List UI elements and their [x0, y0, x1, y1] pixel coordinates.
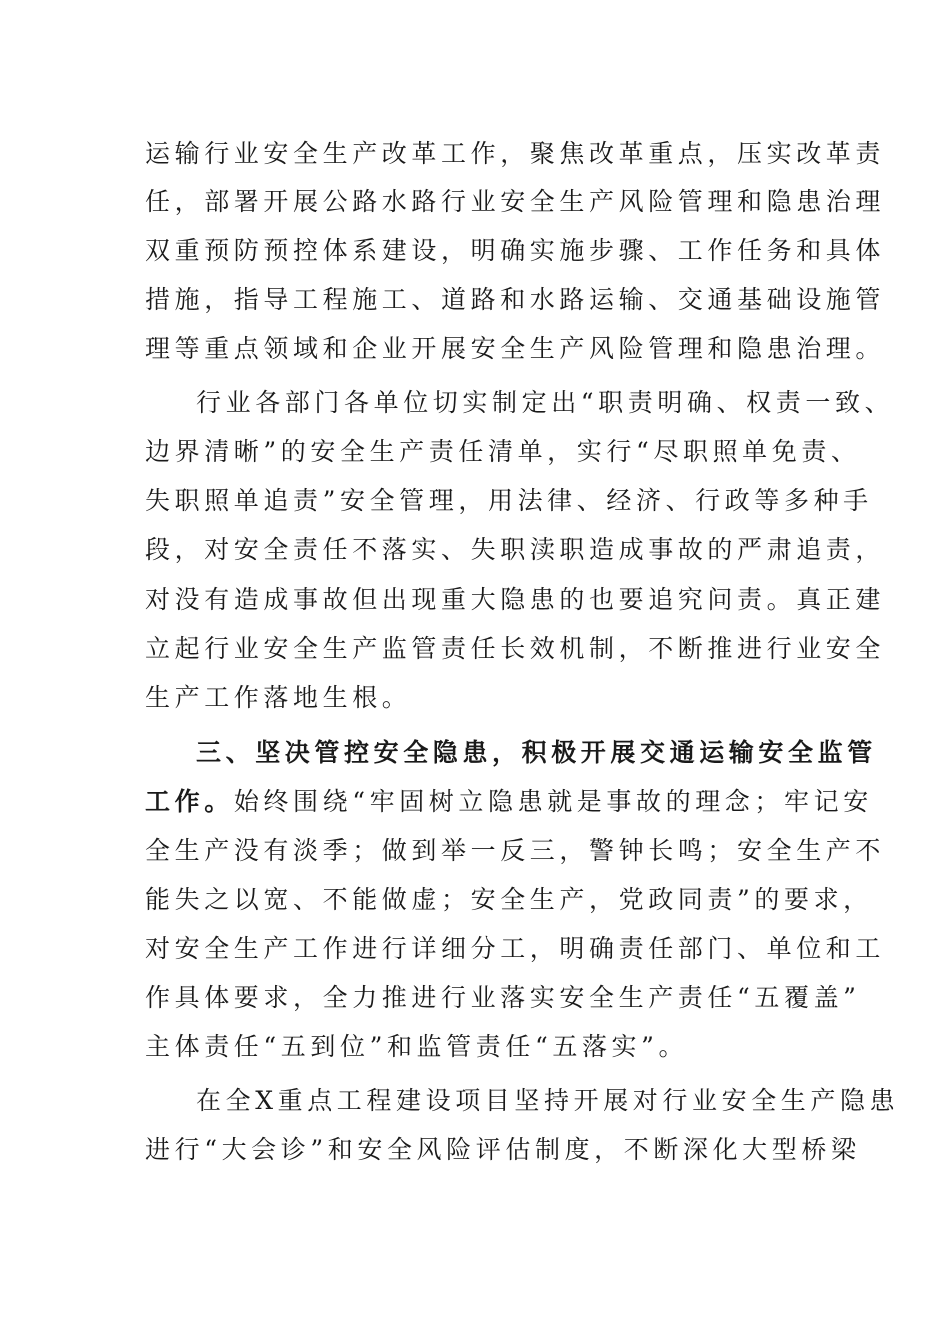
section-heading: 三、坚决管控安全隐患，积极开展交通运输安全监管 — [196, 738, 877, 767]
text-run: 始终围绕“牢固树立隐患就是事故的理念；牢记安 — [233, 787, 873, 816]
section-heading-end: 工作。 — [145, 787, 234, 816]
text-line: 主体责任“五到位”和监管责任“五落实”。 — [145, 1032, 689, 1061]
text-line: 边界清晰”的安全生产责任清单，实行“尽职照单免责、 — [145, 437, 861, 466]
text-line: 行业各部门各单位切实制定出“职责明确、权责一致、 — [196, 388, 895, 417]
text-line: 措施，指导工程施工、道路和水路运输、交通基础设施管 — [145, 285, 886, 314]
text-line: 段，对安全责任不落实、失职渎职造成事故的严肃追责， — [145, 535, 886, 564]
text-line: 运输行业安全生产改革工作，聚焦改革重点，压实改革责 — [145, 139, 886, 168]
text-line: 对安全生产工作进行详细分工，明确责任部门、单位和工 — [145, 934, 886, 963]
text-line: 失职照单追责”安全管理，用法律、经济、行政等多种手 — [145, 486, 873, 515]
text-line — [145, 785, 873, 819]
text-line: 能失之以宽、不能做虚；安全生产，党政同责”的要求， — [145, 885, 873, 914]
text-line: 任，部署开展公路水路行业安全生产风险管理和隐患治理 — [145, 187, 886, 216]
text-line: 立起行业安全生产监管责任长效机制，不断推进行业安全 — [145, 634, 886, 663]
text-line: 全生产没有淡季；做到举一反三，警钟长鸣；安全生产不 — [145, 836, 886, 865]
text-line: 生产工作落地生根。 — [145, 683, 412, 712]
text-line: 在全X重点工程建设项目坚持开展对行业安全生产隐患 — [196, 1086, 900, 1115]
text-line: 作具体要求，全力推进行业落实安全生产责任“五覆盖” — [145, 983, 861, 1012]
text-line: 理等重点领域和企业开展安全生产风险管理和隐患治理。 — [145, 334, 886, 363]
text-line: 对没有造成事故但出现重大隐患的也要追究问责。真正建 — [145, 585, 886, 614]
text-line: 双重预防预控体系建设，明确实施步骤、工作任务和具体 — [145, 236, 886, 265]
text-line: 进行“大会诊”和安全风险评估制度，不断深化大型桥梁 — [145, 1135, 861, 1164]
